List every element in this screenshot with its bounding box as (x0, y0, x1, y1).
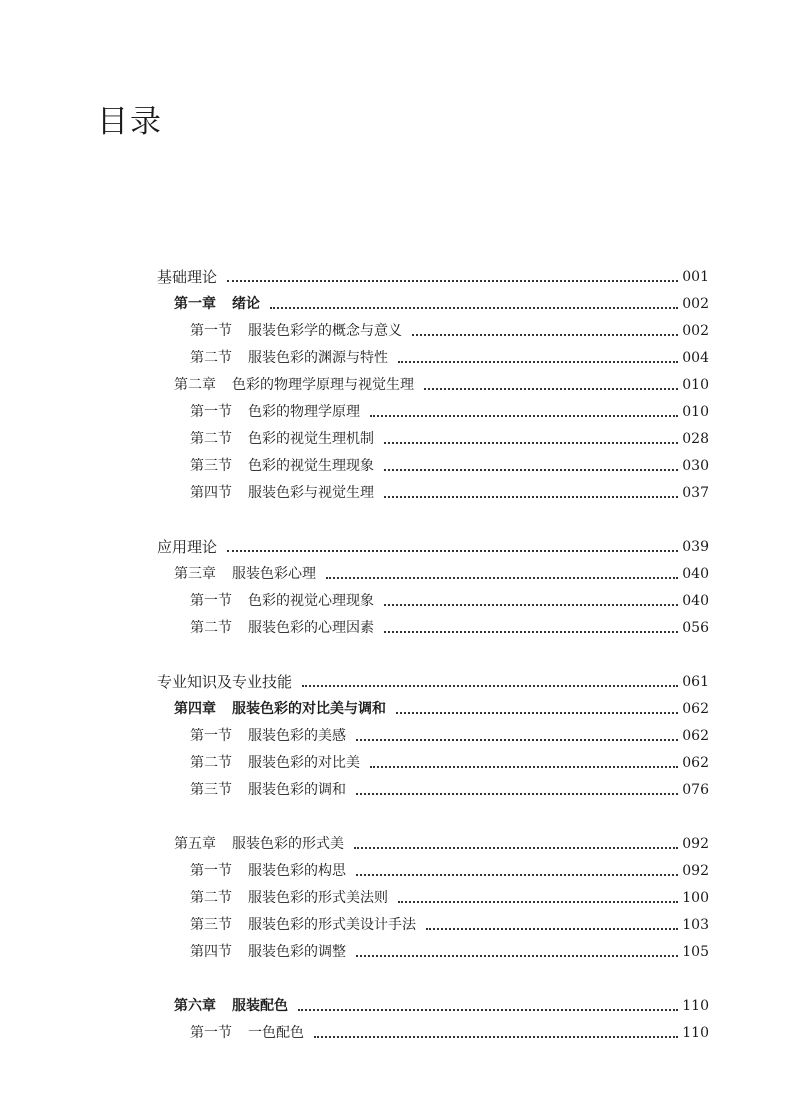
toc-entry-part[interactable] (157, 664, 709, 691)
dot-leader (384, 631, 678, 633)
toc-entry-page-number: 100 (682, 890, 709, 906)
toc-entry-section[interactable] (157, 745, 709, 772)
toc-entry-title: 色彩的物理学原理与视觉生理 (232, 377, 414, 393)
toc-entry-chapter[interactable] (157, 367, 709, 394)
table-of-contents (157, 259, 709, 1042)
toc-entry-title: 色彩的视觉生理机制 (248, 431, 374, 447)
toc-entry-section[interactable] (157, 394, 709, 421)
dot-leader (384, 604, 678, 606)
toc-entry-page-number: 002 (682, 296, 709, 312)
toc-entry-title: 服装色彩与视觉生理 (248, 485, 374, 501)
toc-entry-page-number: 103 (682, 917, 709, 933)
toc-entry-title: 服装色彩的对比美与调和 (232, 701, 386, 717)
toc-entry-page-number: 062 (682, 755, 709, 771)
toc-entry-page-number: 037 (682, 485, 709, 501)
toc-entry-number: 第一节 (190, 1025, 232, 1041)
toc-entry-title: 基础理论 (157, 268, 218, 286)
toc-entry-section[interactable] (157, 421, 709, 448)
toc-entry-page-number: 110 (682, 1025, 709, 1041)
toc-entry-section[interactable] (157, 610, 709, 637)
toc-entry-chapter[interactable] (157, 826, 709, 853)
dot-leader (398, 901, 678, 903)
toc-entry-number: 第四节 (190, 944, 232, 960)
toc-entry-chapter[interactable] (157, 556, 709, 583)
section-spacer (157, 502, 709, 529)
toc-entry-title: 色彩的物理学原理 (248, 404, 360, 420)
toc-entry-page-number: 004 (682, 350, 709, 366)
toc-entry-title: 服装色彩学的概念与意义 (248, 323, 402, 339)
toc-entry-section[interactable] (157, 907, 709, 934)
dot-leader (384, 469, 678, 471)
toc-entry-page-number: 061 (682, 674, 709, 690)
toc-entry-title: 专业知识及专业技能 (157, 673, 293, 691)
toc-entry-page-number: 056 (682, 620, 709, 636)
toc-entry-title: 服装色彩的渊源与特性 (248, 350, 388, 366)
toc-entry-number: 第二节 (190, 431, 232, 447)
toc-entry-title: 服装色彩的形式美法则 (248, 890, 388, 906)
toc-entry-title: 服装色彩的调整 (248, 944, 346, 960)
toc-entry-title: 服装色彩的美感 (248, 728, 346, 744)
toc-entry-title: 服装色彩的对比美 (248, 755, 360, 771)
toc-entry-page-number: 062 (682, 701, 709, 717)
toc-entry-number: 第五章 (174, 836, 216, 852)
toc-entry-number: 第一节 (190, 323, 232, 339)
toc-entry-page-number: 028 (682, 431, 709, 447)
dot-leader (356, 793, 678, 795)
toc-entry-number: 第一章 (174, 296, 216, 312)
toc-entry-page-number: 105 (682, 944, 709, 960)
dot-leader (326, 577, 678, 579)
dot-leader (398, 361, 678, 363)
toc-entry-part[interactable] (157, 259, 709, 286)
toc-entry-chapter[interactable] (157, 691, 709, 718)
toc-entry-page-number: 062 (682, 728, 709, 744)
toc-entry-number: 第四章 (174, 701, 216, 717)
toc-entry-number: 第二章 (174, 377, 216, 393)
dot-leader (356, 739, 678, 741)
dot-leader (384, 442, 678, 444)
dot-leader (314, 1036, 678, 1038)
toc-entry-section[interactable] (157, 880, 709, 907)
toc-entry-chapter[interactable] (157, 988, 709, 1015)
section-spacer (157, 637, 709, 664)
toc-entry-page-number: 039 (682, 539, 709, 555)
toc-entry-number: 第一节 (190, 593, 232, 609)
toc-entry-page-number: 076 (682, 782, 709, 798)
toc-entry-page-number: 040 (682, 593, 709, 609)
toc-entry-number: 第二节 (190, 620, 232, 636)
toc-entry-section[interactable] (157, 583, 709, 610)
toc-entry-title: 服装色彩的心理因素 (248, 620, 374, 636)
dot-leader (298, 1009, 678, 1011)
page-title: 目录 (97, 104, 163, 140)
toc-entry-section[interactable] (157, 475, 709, 502)
toc-entry-section[interactable] (157, 772, 709, 799)
dot-leader (354, 847, 678, 849)
toc-entry-section[interactable] (157, 718, 709, 745)
toc-entry-page-number: 110 (682, 998, 709, 1014)
toc-entry-number: 第三节 (190, 458, 232, 474)
toc-entry-section[interactable] (157, 853, 709, 880)
toc-entry-number: 第二节 (190, 755, 232, 771)
dot-leader (412, 334, 678, 336)
toc-entry-number: 第二节 (190, 890, 232, 906)
toc-entry-page-number: 001 (682, 269, 709, 285)
dot-leader (426, 928, 678, 930)
toc-entry-part[interactable] (157, 529, 709, 556)
toc-entry-title: 色彩的视觉心理现象 (248, 593, 374, 609)
toc-entry-title: 服装色彩的构思 (248, 863, 346, 879)
toc-entry-number: 第三章 (174, 566, 216, 582)
toc-entry-number: 第二节 (190, 350, 232, 366)
toc-entry-title: 应用理论 (157, 538, 218, 556)
dot-leader (424, 388, 678, 390)
toc-entry-page-number: 092 (682, 863, 709, 879)
toc-entry-number: 第一节 (190, 728, 232, 744)
toc-entry-title: 服装色彩心理 (232, 566, 316, 582)
dot-leader (227, 280, 678, 282)
toc-entry-title: 服装配色 (232, 998, 288, 1014)
toc-entry-page-number: 010 (682, 404, 709, 420)
section-spacer (157, 961, 709, 988)
toc-entry-number: 第一节 (190, 404, 232, 420)
toc-entry-number: 第四节 (190, 485, 232, 501)
dot-leader (370, 766, 678, 768)
toc-entry-title: 绪论 (232, 296, 260, 312)
toc-entry-section[interactable] (157, 448, 709, 475)
dot-leader (302, 685, 678, 687)
dot-leader (370, 415, 678, 417)
toc-entry-page-number: 010 (682, 377, 709, 393)
toc-entry-page-number: 092 (682, 836, 709, 852)
toc-entry-section[interactable] (157, 340, 709, 367)
toc-entry-section[interactable] (157, 313, 709, 340)
toc-entry-page-number: 030 (682, 458, 709, 474)
toc-entry-title: 服装色彩的形式美设计手法 (248, 917, 416, 933)
toc-entry-number: 第三节 (190, 917, 232, 933)
toc-entry-title: 服装色彩的形式美 (232, 836, 344, 852)
dot-leader (356, 955, 678, 957)
toc-entry-page-number: 040 (682, 566, 709, 582)
toc-entry-number: 第一节 (190, 863, 232, 879)
toc-entry-chapter[interactable] (157, 286, 709, 313)
toc-entry-title: 色彩的视觉生理现象 (248, 458, 374, 474)
toc-entry-title: 一色配色 (248, 1025, 304, 1041)
toc-entry-title: 服装色彩的调和 (248, 782, 346, 798)
dot-leader (227, 550, 678, 552)
dot-leader (396, 712, 678, 714)
toc-entry-section[interactable] (157, 934, 709, 961)
toc-entry-section[interactable] (157, 1015, 709, 1042)
dot-leader (270, 307, 678, 309)
toc-entry-page-number: 002 (682, 323, 709, 339)
toc-entry-number: 第六章 (174, 998, 216, 1014)
section-spacer (157, 799, 709, 826)
dot-leader (356, 874, 678, 876)
toc-entry-number: 第三节 (190, 782, 232, 798)
dot-leader (384, 496, 678, 498)
